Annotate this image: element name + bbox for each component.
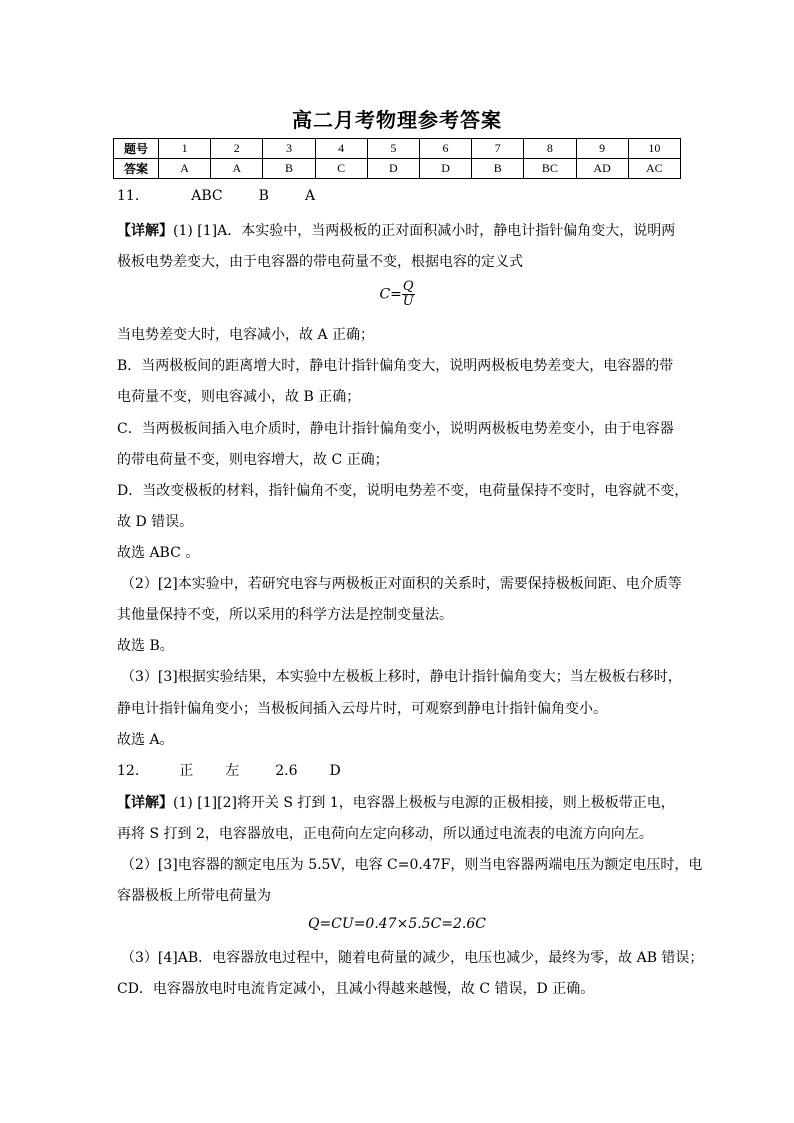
q12-number: 12. bbox=[117, 763, 140, 779]
formula-denominator: U bbox=[402, 294, 414, 309]
answer-cell: B bbox=[472, 159, 524, 179]
q11-answer: B bbox=[258, 188, 269, 204]
q12-answer: 左 bbox=[225, 763, 240, 779]
text-line: （2）[2]本实验中，若研究电容与两极板正对面积的关系时，需要保持极板间距、电介质等 bbox=[121, 576, 682, 592]
answer-cell: AC bbox=[628, 159, 680, 179]
text-line: （3）[3]根据实验结果，本实验中左极板上移时，静电计指针偏角变大；当左极板右移时， bbox=[121, 669, 682, 685]
answer-cell: A bbox=[211, 159, 263, 179]
text-line: (1) [1][2]将开关 S 打到 1，电容器上极板与电源的正极相接，则上极板带正电， bbox=[173, 795, 675, 811]
answer-cell: AD bbox=[576, 159, 628, 179]
q11-answer: ABC bbox=[191, 188, 223, 204]
formula-numerator: Q bbox=[402, 279, 414, 294]
q12-answer-line bbox=[117, 760, 341, 780]
text-line: 静电计指针偏角变小；当极板间插入云母片时，可观察到静电计指针偏角变小。 bbox=[117, 701, 607, 717]
answer-cell: BC bbox=[524, 159, 576, 179]
text-line: （2）[3]电容器的额定电压为 5.5V，电容 C=0.47F，则当电容器两端电压为额定电压时，电 bbox=[121, 857, 703, 873]
capacitance-formula bbox=[0, 280, 794, 309]
answer-cell: B bbox=[263, 159, 315, 179]
formula-lhs: C= bbox=[379, 286, 402, 303]
question-number: 9 bbox=[576, 139, 628, 159]
formula-fraction bbox=[402, 280, 415, 309]
question-number-label: 题号 bbox=[114, 139, 159, 159]
q12-answer: 正 bbox=[179, 763, 194, 779]
answer-table-answer-row bbox=[114, 159, 681, 179]
answer-cell: C bbox=[315, 159, 367, 179]
question-number: 8 bbox=[524, 139, 576, 159]
text-line: 当电势差变大时，电容减小，故 A 正确； bbox=[117, 327, 375, 343]
question-number: 4 bbox=[315, 139, 367, 159]
question-number: 2 bbox=[211, 139, 263, 159]
answer-cell: D bbox=[419, 159, 471, 179]
text-line: 极板电势差变大，由于电容器的带电荷量不变，根据电容的定义式 bbox=[117, 254, 523, 270]
page-title: 高二月考物理参考答案 bbox=[292, 108, 502, 132]
question-number: 10 bbox=[628, 139, 680, 159]
text-line: 故 D 错误。 bbox=[117, 514, 194, 530]
text-line: C．当两极板间插入电介质时，静电计指针偏角变小，说明两极板电势差变小，由于电容器 bbox=[117, 421, 674, 437]
answer-table-header-row bbox=[114, 139, 681, 159]
q11-detail-line bbox=[117, 220, 675, 240]
text-line: 电荷量不变，则电容减小，故 B 正确； bbox=[117, 389, 361, 405]
text-line: 故选 A。 bbox=[117, 732, 174, 748]
answer-cell: D bbox=[367, 159, 419, 179]
detail-label: 【详解】 bbox=[117, 795, 173, 811]
q11-answer: A bbox=[304, 188, 316, 204]
text-line: 其他量保持不变，所以采用的科学方法是控制变量法。 bbox=[117, 607, 453, 623]
text-line: (1) [1]A．本实验中，当两极板的正对面积减小时，静电计指针偏角变大，说明两 bbox=[173, 223, 676, 239]
q11-number: 11. bbox=[117, 188, 140, 204]
text-line: 故选 B。 bbox=[117, 638, 174, 654]
q12-answer: D bbox=[329, 763, 341, 779]
q12-detail-line bbox=[117, 792, 675, 812]
q11-answer-line bbox=[117, 188, 315, 204]
text-line: 再将 S 打到 2，电容器放电，正电荷向左定向移动，所以通过电流表的电流方向向左。 bbox=[117, 826, 653, 842]
answer-label: 答案 bbox=[114, 159, 159, 179]
detail-label: 【详解】 bbox=[117, 223, 173, 239]
answer-cell: A bbox=[159, 159, 211, 179]
text-line: B．当两极板间的距离增大时，静电计指针偏角变大，说明两极板电势差变大，电容器的带 bbox=[117, 358, 674, 374]
question-number: 3 bbox=[263, 139, 315, 159]
question-number: 1 bbox=[159, 139, 211, 159]
text-line: CD．电容器放电时电流肯定减小，且减小得越来越慢，故 C 错误，D 正确。 bbox=[117, 981, 595, 997]
answer-table bbox=[113, 138, 681, 179]
text-line: 故选 ABC 。 bbox=[117, 545, 200, 561]
charge-formula: Q=CU=0.47×5.5C=2.6C bbox=[307, 916, 487, 932]
question-number: 5 bbox=[367, 139, 419, 159]
question-number: 7 bbox=[472, 139, 524, 159]
text-line: D．当改变极板的材料，指针偏角不变，说明电势差不变，电荷量保持不变时，电容就不变， bbox=[117, 483, 689, 499]
q12-answer: 2.6 bbox=[275, 763, 298, 779]
question-number: 6 bbox=[419, 139, 471, 159]
text-line: 的带电荷量不变，则电容增大，故 C 正确； bbox=[117, 452, 389, 468]
text-line: 容器极板上所带电荷量为 bbox=[117, 888, 271, 904]
text-line: （3）[4]AB．电容器放电过程中，随着电荷量的减少，电压也减少，最终为零，故 AB 错误； bbox=[121, 950, 704, 966]
